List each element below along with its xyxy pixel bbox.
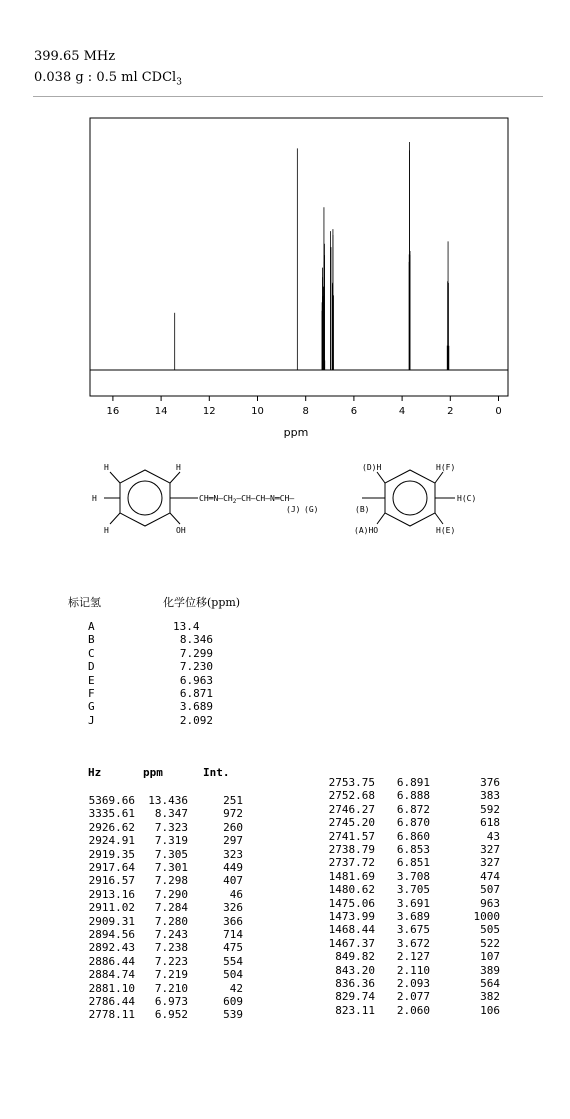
peak-hz: 3335.61: [88, 807, 135, 821]
peak-header-int: Int.: [203, 766, 230, 779]
peak-intensity: 43: [486, 829, 500, 843]
peak-hz: 1473.99: [328, 910, 375, 923]
peak-hz: 2926.62: [88, 820, 135, 834]
assignment-shift: 6.871: [179, 687, 213, 700]
peak-ppm: 6.888: [396, 789, 430, 803]
peak-intensity: 972: [223, 807, 243, 821]
peak-ppm: 3.689: [396, 910, 430, 923]
peak-ppm: 7.323: [154, 820, 188, 834]
peak-hz: 2752.68: [328, 789, 375, 803]
assignment-label: E: [88, 673, 95, 687]
peak-ppm: 3.705: [396, 883, 430, 897]
peak-ppm: 3.708: [396, 869, 430, 883]
assignment-shift: 6.963: [179, 673, 213, 687]
assignment-shift: 13.4: [173, 620, 200, 633]
peak-intensity: 475: [223, 941, 243, 955]
peak-ppm: 7.301: [154, 861, 188, 874]
peak-hz: 2916.57: [88, 874, 135, 888]
sample-subscript: 3: [176, 77, 182, 88]
plot-frame: [90, 118, 508, 396]
peak-hz: 2886.44: [88, 954, 135, 968]
peak-ppm: 7.238: [154, 941, 188, 955]
peak-ppm: 7.298: [154, 874, 188, 888]
peak-intensity: 251: [223, 794, 243, 807]
peak-intensity: 327: [480, 856, 500, 870]
peak-ppm: 2.077: [396, 990, 430, 1004]
peak-ppm: 6.870: [396, 816, 430, 830]
peak-intensity: 449: [223, 861, 243, 874]
peak-hz: 2746.27: [328, 802, 375, 816]
peak-intensity: 407: [223, 874, 243, 888]
peak-hz: 836.36: [335, 977, 375, 990]
peak-intensity: 42: [229, 981, 243, 995]
x-axis-ticks: [107, 396, 502, 417]
assignment-shift: 7.230: [179, 660, 213, 674]
peak-ppm: 6.851: [396, 856, 430, 870]
peak-intensity: 505: [480, 923, 500, 937]
nmr-spectrum: [0, 0, 570, 450]
peak-header-ppm: ppm: [143, 766, 163, 779]
peak-ppm: 6.860: [396, 829, 430, 843]
peak-hz: 2737.72: [328, 856, 375, 870]
peak-header-hz: Hz: [88, 766, 102, 779]
peak-intensity: 592: [480, 802, 500, 816]
x-tick-label: 2: [447, 406, 454, 417]
h-left-top-left: H: [104, 463, 109, 472]
peak-intensity: 366: [223, 914, 243, 928]
peak-hz: 2753.75: [328, 776, 375, 789]
peak-ppm: 2.127: [396, 950, 430, 964]
peak-layer: [175, 142, 449, 370]
peak-ppm: 7.223: [154, 954, 188, 968]
label-j: (J): [286, 505, 301, 514]
peak-intensity: 1000: [473, 910, 500, 923]
peak-hz: 2919.35: [88, 847, 135, 861]
peak-intensity: 389: [480, 963, 500, 977]
spectrometer-frequency: 399.65 MHz: [34, 49, 116, 64]
peak-ppm: 3.691: [396, 896, 430, 910]
peak-ppm: 7.219: [154, 968, 188, 982]
peak-hz: 5369.66: [88, 794, 135, 807]
peak-ppm: 7.243: [154, 928, 188, 941]
peak-ppm: 2.093: [396, 977, 430, 990]
peak-hz: 2786.44: [88, 995, 135, 1008]
peak-intensity: 376: [480, 776, 500, 789]
peak-hz: 2894.56: [88, 928, 135, 941]
chemical-structure: [90, 458, 500, 558]
peak-hz: 2917.64: [88, 861, 135, 874]
peak-hz: 2924.91: [88, 834, 135, 848]
x-tick-label: 8: [302, 406, 309, 417]
peak-intensity: 383: [480, 789, 500, 803]
peak-ppm: 13.436: [148, 794, 188, 807]
peak-hz: 2892.43: [88, 941, 135, 955]
peak-hz: 1467.37: [328, 936, 375, 950]
peak-intensity: 554: [223, 954, 243, 968]
peak-ppm: 8.347: [154, 807, 188, 821]
assignment-label: G: [88, 700, 95, 714]
x-tick-label: 14: [154, 406, 168, 417]
x-tick-label: 10: [251, 406, 264, 417]
h-left-para: H: [92, 494, 97, 503]
peak-hz: 843.20: [335, 963, 375, 977]
label-aho: (A)HO: [354, 526, 379, 535]
oh-left: OH: [176, 526, 186, 535]
assignment-label: A: [88, 620, 95, 633]
peak-intensity: 260: [223, 820, 243, 834]
peak-intensity: 327: [480, 843, 500, 856]
peak-hz: 1468.44: [328, 923, 375, 937]
peak-intensity: 539: [223, 1008, 243, 1022]
right-ring: [362, 470, 455, 526]
peak-hz: 2911.02: [88, 901, 135, 915]
h-left-bottom: H: [104, 526, 109, 535]
peak-intensity: 507: [480, 883, 500, 897]
peak-ppm: 6.872: [396, 802, 430, 816]
assignment-shift: 2.092: [179, 713, 213, 727]
peak-hz: 1481.69: [328, 869, 375, 883]
peak-intensity: 564: [480, 977, 500, 990]
label-dh: (D)H: [362, 463, 382, 472]
peak-intensity: 297: [223, 834, 243, 848]
peak-ppm: 3.675: [396, 923, 430, 937]
peak-intensity: 609: [223, 995, 243, 1008]
peak-ppm: 7.305: [154, 847, 188, 861]
x-tick-label: 0: [495, 406, 502, 417]
peak-ppm: 7.319: [154, 834, 188, 848]
peak-ppm: 7.210: [154, 981, 188, 995]
assignment-shift: 3.689: [179, 700, 213, 714]
peak-hz: 2884.74: [88, 968, 135, 982]
assignment-label: J: [88, 713, 95, 727]
h-left-top-right: H: [176, 463, 181, 472]
peak-hz: 2738.79: [328, 843, 375, 856]
sample-text: 0.038 g : 0.5 ml CDCl: [34, 70, 177, 85]
assignment-label: F: [88, 687, 95, 700]
x-tick-label: 16: [106, 406, 120, 417]
imine-left: $CH═N—CH_2—CH—CH—N═CH—$: [199, 494, 295, 505]
assignment-shift: 8.346: [179, 633, 213, 647]
x-axis-label: ppm: [283, 426, 309, 439]
assignment-label: C: [88, 646, 95, 660]
label-g: (G): [304, 505, 319, 514]
peak-hz: 849.82: [335, 950, 375, 964]
assignment-label: D: [88, 660, 95, 674]
peak-intensity: 504: [223, 968, 243, 982]
assignment-label-header: 标记氢: [68, 596, 101, 609]
assignment-label: B: [88, 633, 95, 647]
peak-intensity: 618: [480, 816, 500, 830]
peak-intensity: 326: [223, 901, 243, 915]
x-tick-label: 12: [202, 406, 216, 417]
peak-hz: 829.74: [335, 990, 375, 1004]
label-hf: H(F): [436, 463, 456, 472]
peak-intensity: 46: [229, 887, 243, 901]
x-tick-label: 6: [350, 406, 358, 417]
x-tick-label: 4: [398, 406, 406, 417]
peak-ppm: 7.290: [154, 887, 188, 901]
peak-hz: 2745.20: [328, 816, 375, 830]
peak-ppm: 6.891: [396, 776, 430, 789]
peak-ppm: 2.110: [396, 963, 430, 977]
label-hc: H(C): [457, 494, 477, 503]
peak-ppm: 7.280: [154, 914, 188, 928]
peak-intensity: 107: [480, 950, 500, 964]
peak-hz: 2909.31: [88, 914, 135, 928]
peak-hz: 2913.16: [88, 887, 135, 901]
label-he: H(E): [436, 526, 456, 535]
label-b: (B): [355, 505, 370, 514]
peak-hz: 2881.10: [88, 981, 135, 995]
peak-ppm: 6.853: [396, 843, 430, 856]
peak-hz: 823.11: [335, 1003, 375, 1017]
peak-intensity: 522: [480, 936, 500, 950]
peak-hz: 2778.11: [88, 1008, 135, 1022]
peak-ppm: 2.060: [396, 1003, 430, 1017]
peak-ppm: 7.284: [154, 901, 188, 915]
peak-ppm: 6.952: [154, 1008, 188, 1022]
peak-ppm: 3.672: [396, 936, 430, 950]
assignment-shift-header: 化学位移(ppm): [163, 596, 241, 609]
peak-hz: 1480.62: [328, 883, 375, 897]
peak-intensity: 382: [480, 990, 500, 1004]
peak-intensity: 323: [223, 847, 243, 861]
peak-hz: 2741.57: [328, 829, 375, 843]
assignment-shift: 7.299: [179, 646, 213, 660]
peak-intensity: 474: [480, 869, 500, 883]
peak-intensity: 714: [223, 928, 243, 941]
peak-intensity: 963: [480, 896, 500, 910]
peak-hz: 1475.06: [328, 896, 375, 910]
left-ring: [104, 470, 198, 526]
peak-ppm: 6.973: [154, 995, 188, 1008]
peak-intensity: 106: [480, 1003, 500, 1017]
